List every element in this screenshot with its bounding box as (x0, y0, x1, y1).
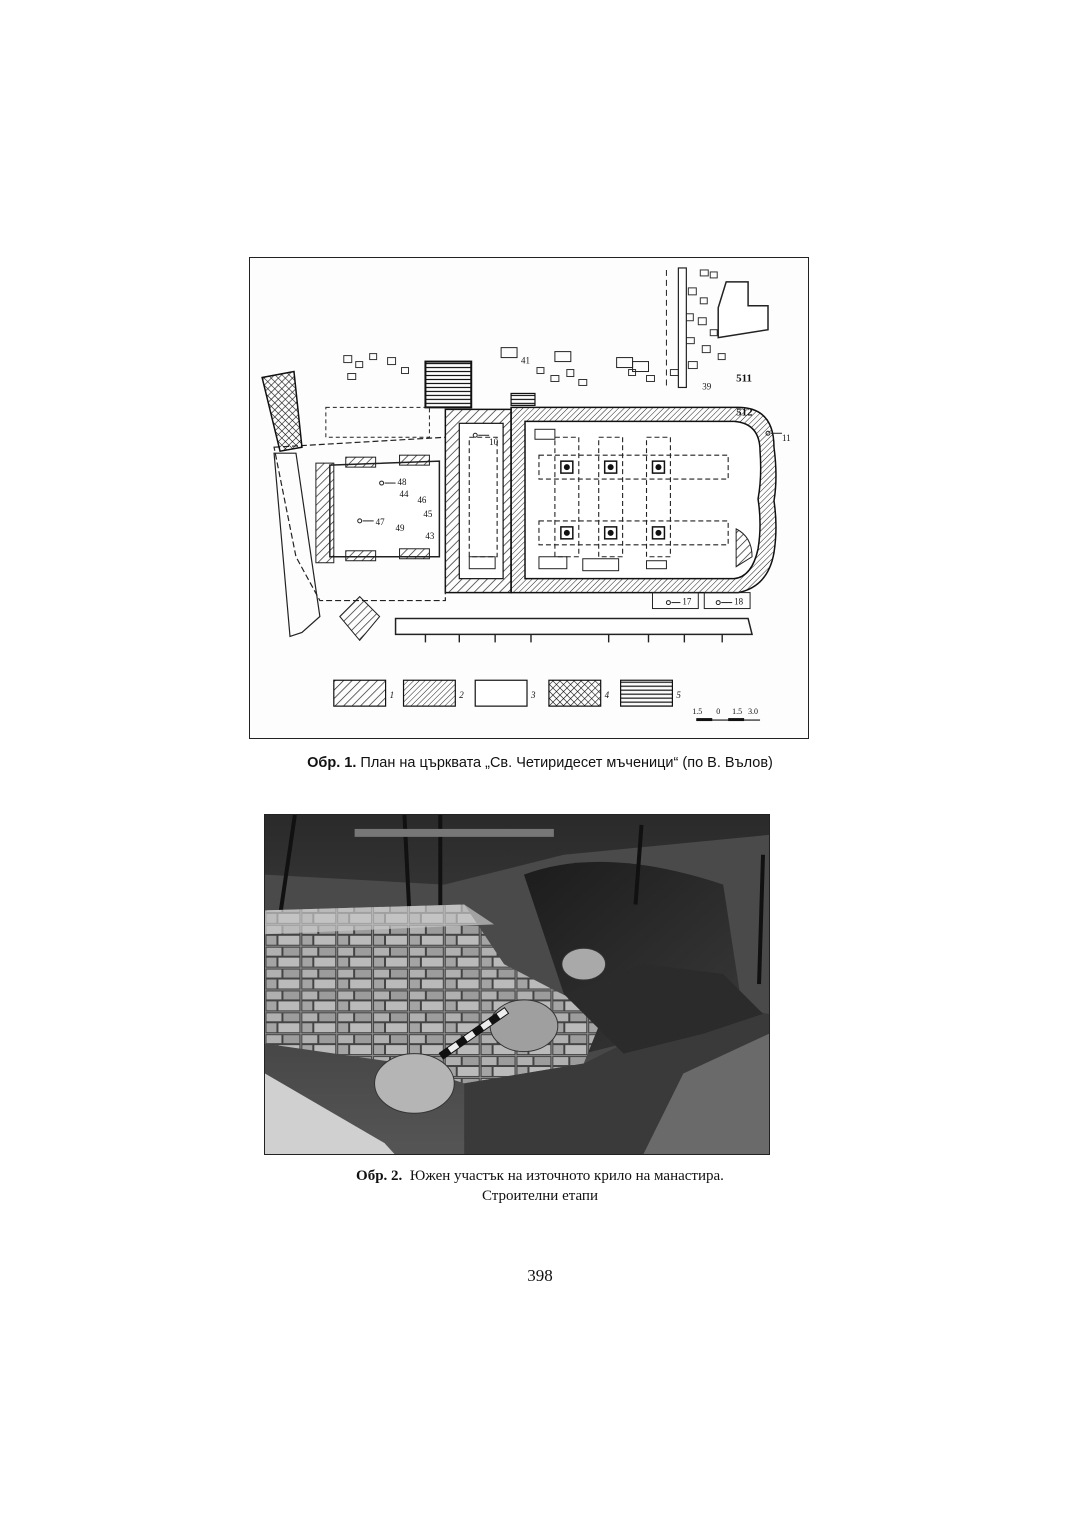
caption-line-1 (0, 1166, 1080, 1186)
caption-text: Южен участък на източното крило на манастира. (402, 1168, 724, 1184)
grave-label: 46 (417, 494, 427, 505)
grave-label: 41 (521, 355, 530, 366)
grave-label: 47 (375, 516, 385, 527)
legend-label: 1 (389, 690, 395, 701)
grave-label: 45 (423, 508, 433, 519)
scale-label: 1.5 (692, 707, 703, 717)
stone-rubble (344, 270, 725, 386)
legend-label: 5 (676, 690, 681, 701)
grave-label: 18 (734, 596, 744, 607)
legend-label: 3 (530, 690, 536, 701)
grave-label: 49 (395, 522, 405, 533)
grave-label: 511 (736, 372, 752, 385)
scale-label: 1.5 (732, 707, 743, 717)
grave-label: 48 (397, 477, 407, 488)
caption-number: Обр. 1. (307, 755, 357, 771)
caption-line-2: Строителни етапи (482, 1188, 598, 1204)
legend-label: 4 (604, 690, 610, 701)
figure-2-caption (0, 1166, 1080, 1206)
scale-label: 3.0 (748, 707, 759, 717)
grave-label: 39 (702, 381, 712, 392)
grave-label: 44 (399, 489, 409, 500)
scale-bar (692, 707, 760, 721)
figure-2-photo (264, 814, 770, 1155)
grave-label: 512 (736, 406, 753, 419)
caption-number: Обр. 2. (356, 1168, 403, 1184)
caption-text: План на църквата „Св. Четиридесет мъченици“ (по В. Вълов) (356, 755, 773, 771)
figure-1-caption (0, 755, 1080, 771)
grave-label: 43 (425, 530, 435, 541)
grave-label: 10 (489, 437, 499, 448)
figure-1-plan (249, 257, 809, 739)
grave-label: 11 (781, 433, 791, 444)
legend (334, 680, 682, 706)
page-number: 398 (527, 1266, 553, 1285)
scale-label: 0 (716, 707, 721, 717)
grave-label: 17 (682, 596, 692, 607)
legend-label: 2 (459, 690, 464, 701)
